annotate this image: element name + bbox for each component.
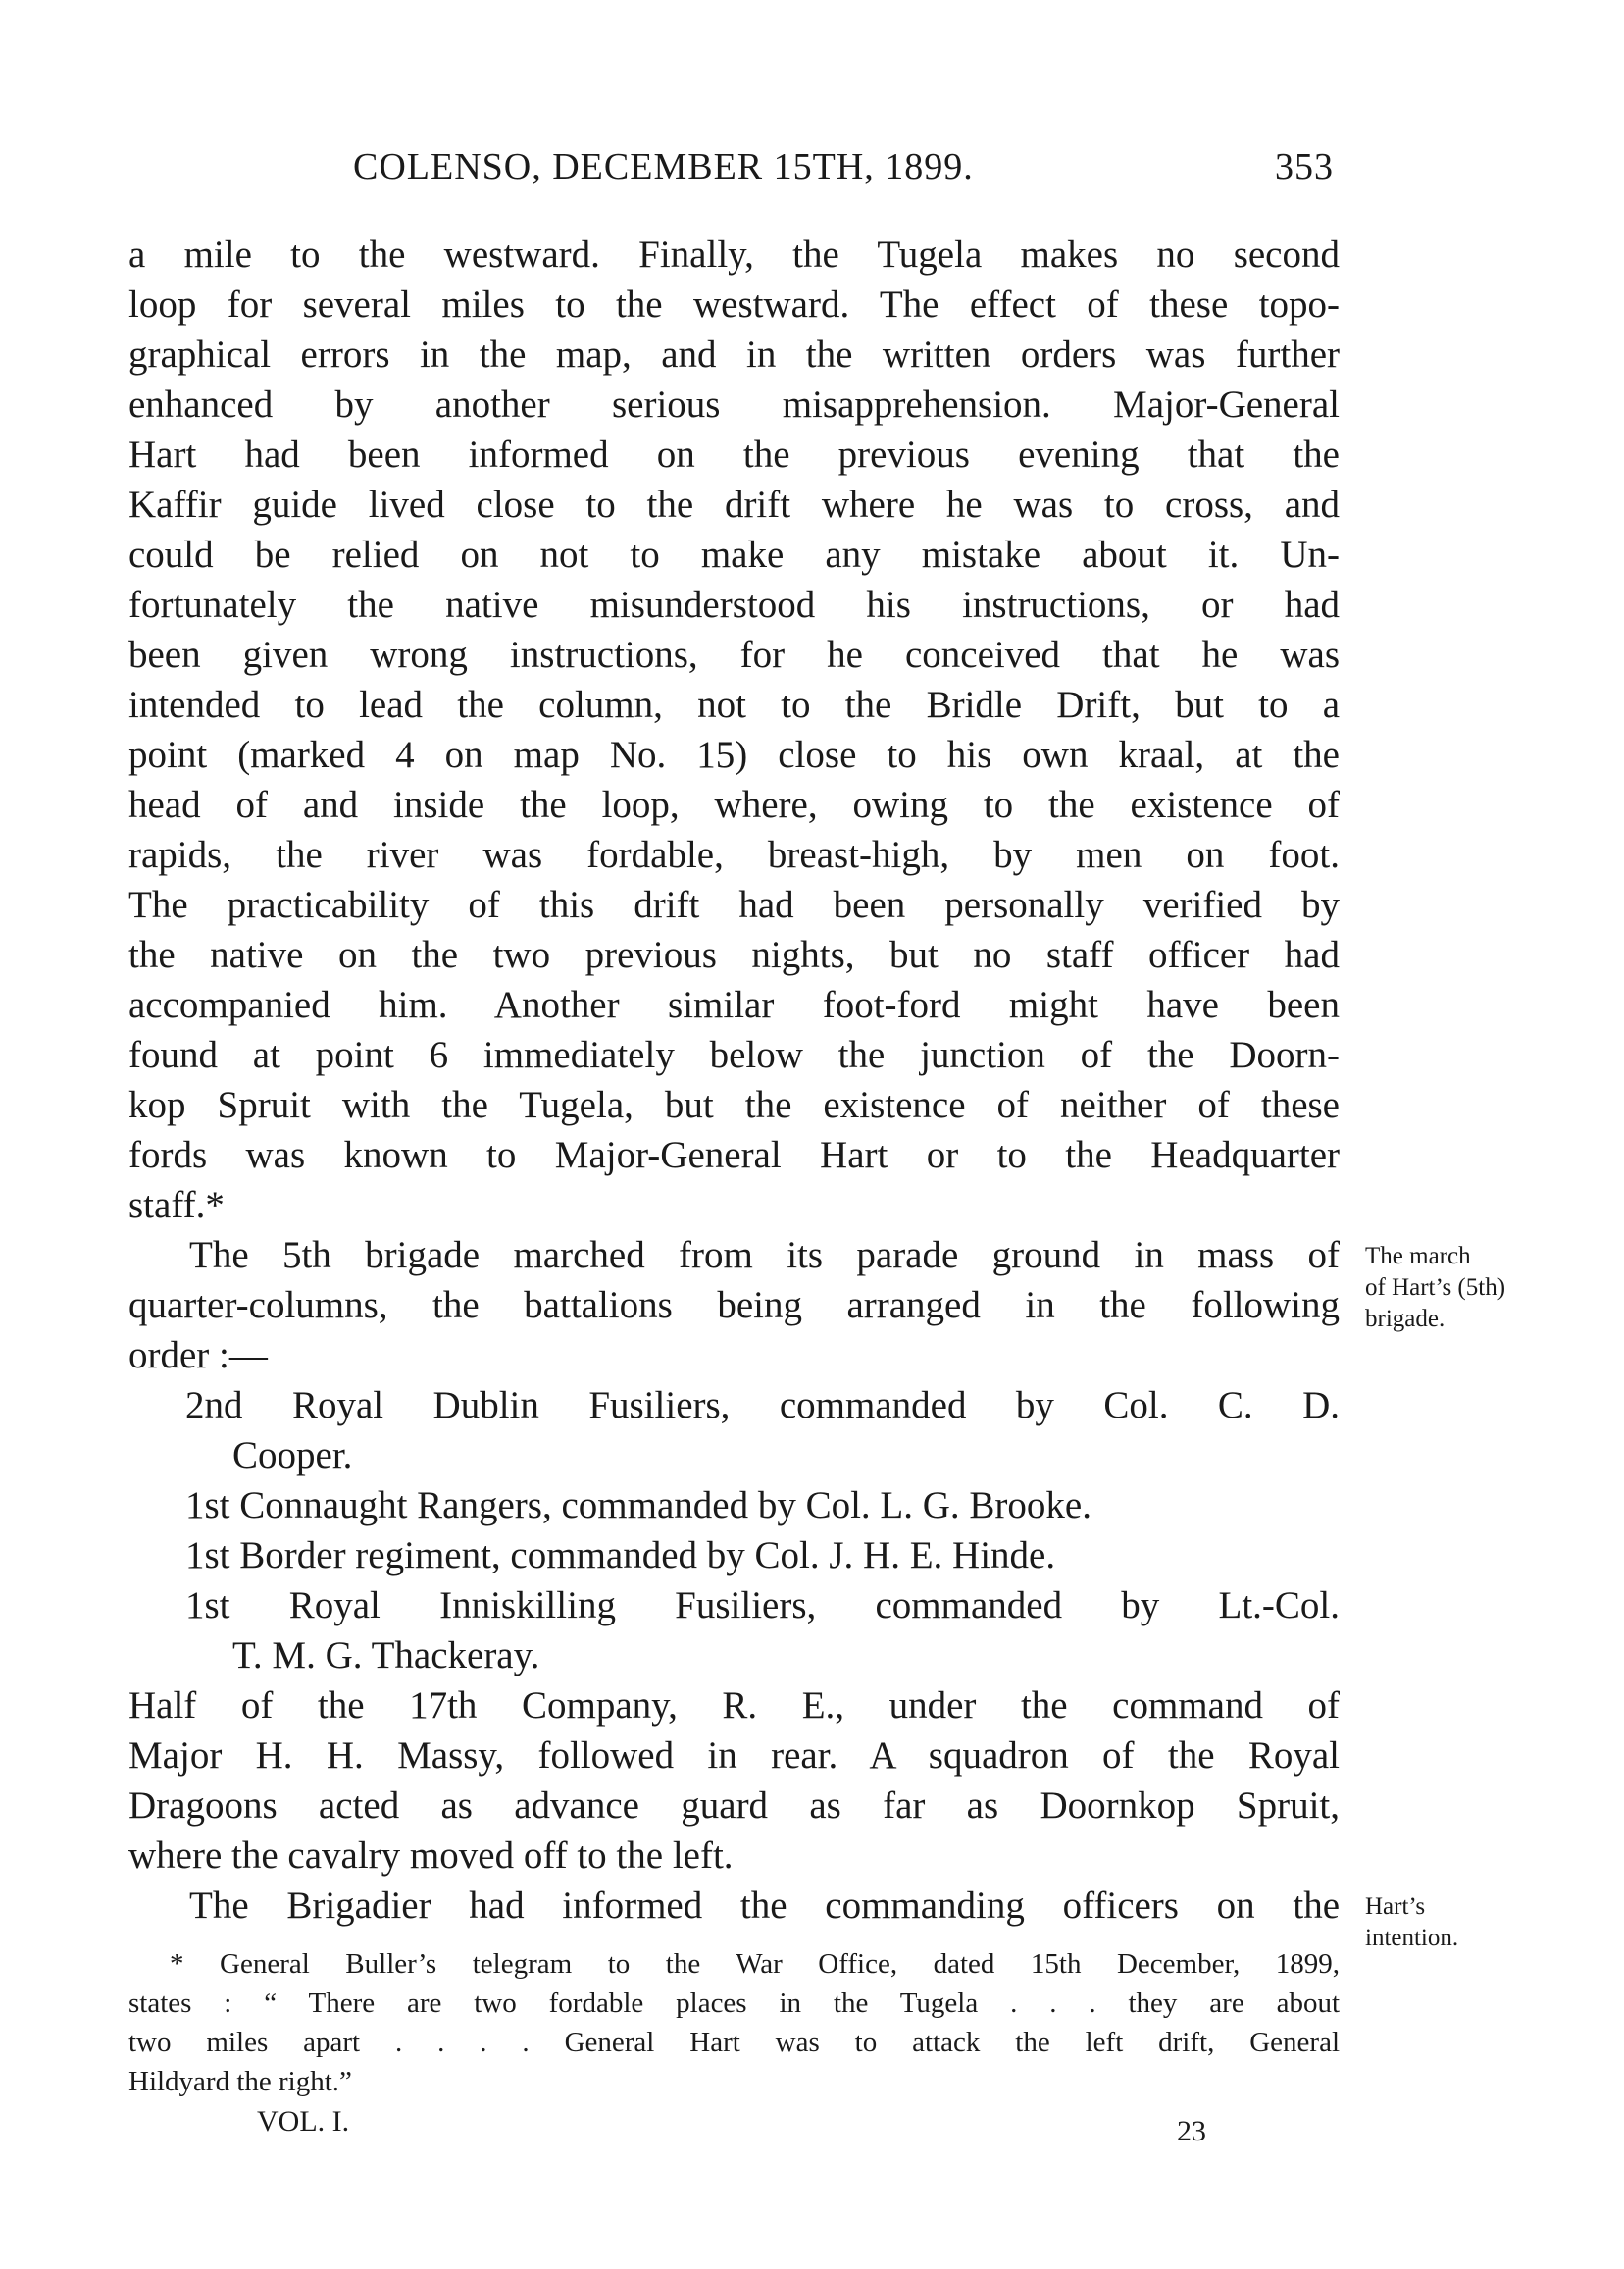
text-line: head of and inside the loop, where, owing to the existence of <box>128 784 1340 826</box>
footnote-line: * General Buller’s telegram to the War Office, dated 15th December, 1899, <box>170 1948 1340 1980</box>
text-line: The Brigadier had informed the commanding officers on the <box>189 1884 1340 1927</box>
text-line: order :— <box>128 1334 268 1376</box>
text-line: Hart had been informed on the previous evening that the <box>128 434 1340 476</box>
text-line: found at point 6 immediately below the junction of the Doorn- <box>128 1034 1340 1076</box>
text-line: intended to lead the column, not to the Bridle Drift, but to a <box>128 684 1340 726</box>
page-number: 353 <box>1275 146 1334 187</box>
footnote <box>128 1944 1340 2101</box>
text-line: staff.* <box>128 1184 225 1226</box>
text-line: where the cavalry moved off to the left. <box>128 1834 734 1877</box>
text-line: rapids, the river was fordable, breast-high, by men on foot. <box>128 834 1340 876</box>
text-line: The practicability of this drift had been personally verified by <box>128 884 1340 926</box>
footnote-line: states : “ There are two fordable places in the Tugela . . . they are about <box>128 1987 1340 2019</box>
footnote-line: Hildyard the right.” <box>128 2066 352 2097</box>
text-line: enhanced by another serious misapprehension. Major-General <box>128 384 1340 426</box>
text-line: Dragoons acted as advance guard as far as Doornkop Spruit, <box>128 1784 1340 1827</box>
text-line: Half of the 17th Company, R. E., under the command of <box>128 1684 1340 1727</box>
text-line: loop for several miles to the westward. The effect of these topo- <box>128 284 1340 326</box>
text-line: a mile to the westward. Finally, the Tugela makes no second <box>128 233 1340 276</box>
text-line: fords was known to Major-General Hart or to the Headquarter <box>128 1134 1340 1176</box>
text-line: could be relied on not to make any mistake about it. Un- <box>128 534 1340 576</box>
margin-note-line: The march <box>1365 1243 1471 1269</box>
margin-note-line: Hart’s <box>1365 1893 1426 1920</box>
text-line: Major H. H. Massy, followed in rear. A squadron of the Royal <box>128 1734 1340 1777</box>
text-line: fortunately the native misunderstood his instructions, or had <box>128 584 1340 626</box>
signature-number: 23 <box>1177 2115 1206 2147</box>
margin-note-line: intention. <box>1365 1925 1459 1951</box>
footnote-line: two miles apart . . . . General Hart was to attack the left drift, General <box>128 2027 1340 2058</box>
text-line: Kaffir guide lived close to the drift where he was to cross, and <box>128 484 1340 526</box>
text-line: 1st Border regiment, commanded by Col. J. H. E. Hinde. <box>185 1534 1056 1576</box>
text-line: quarter-columns, the battalions being arranged in the following <box>128 1284 1340 1326</box>
text-line: T. M. G. Thackeray. <box>232 1634 540 1676</box>
text-line: 1st Connaught Rangers, commanded by Col. L. G. Brooke. <box>185 1484 1091 1526</box>
margin-note-line: brigade. <box>1365 1306 1446 1332</box>
margin-note-intention <box>1365 1891 1458 1954</box>
text-line: accompanied him. Another similar foot-ford might have been <box>128 984 1340 1026</box>
text-line: 2nd Royal Dublin Fusiliers, commanded by Col. C. D. <box>185 1384 1340 1426</box>
body-text <box>128 230 1340 1931</box>
margin-note-march <box>1365 1241 1505 1335</box>
text-line: been given wrong instructions, for he conceived that he was <box>128 634 1340 676</box>
text-line: kop Spruit with the Tugela, but the existence of neither of these <box>128 1084 1340 1126</box>
text-line: The 5th brigade marched from its parade ground in mass of <box>189 1234 1340 1276</box>
text-line: point (marked 4 on map No. 15) close to his own kraal, at the <box>128 734 1340 776</box>
text-line: graphical errors in the map, and in the written orders was further <box>128 334 1340 376</box>
margin-note-line: of Hart’s (5th) <box>1365 1274 1506 1301</box>
text-line: the native on the two previous nights, but no staff officer had <box>128 934 1340 976</box>
text-line: Cooper. <box>232 1434 353 1476</box>
running-title: COLENSO, DECEMBER 15TH, 1899. <box>353 146 974 187</box>
volume-signature: VOL. I. <box>257 2105 350 2138</box>
text-line: 1st Royal Inniskilling Fusiliers, commanded by Lt.-Col. <box>185 1584 1340 1626</box>
